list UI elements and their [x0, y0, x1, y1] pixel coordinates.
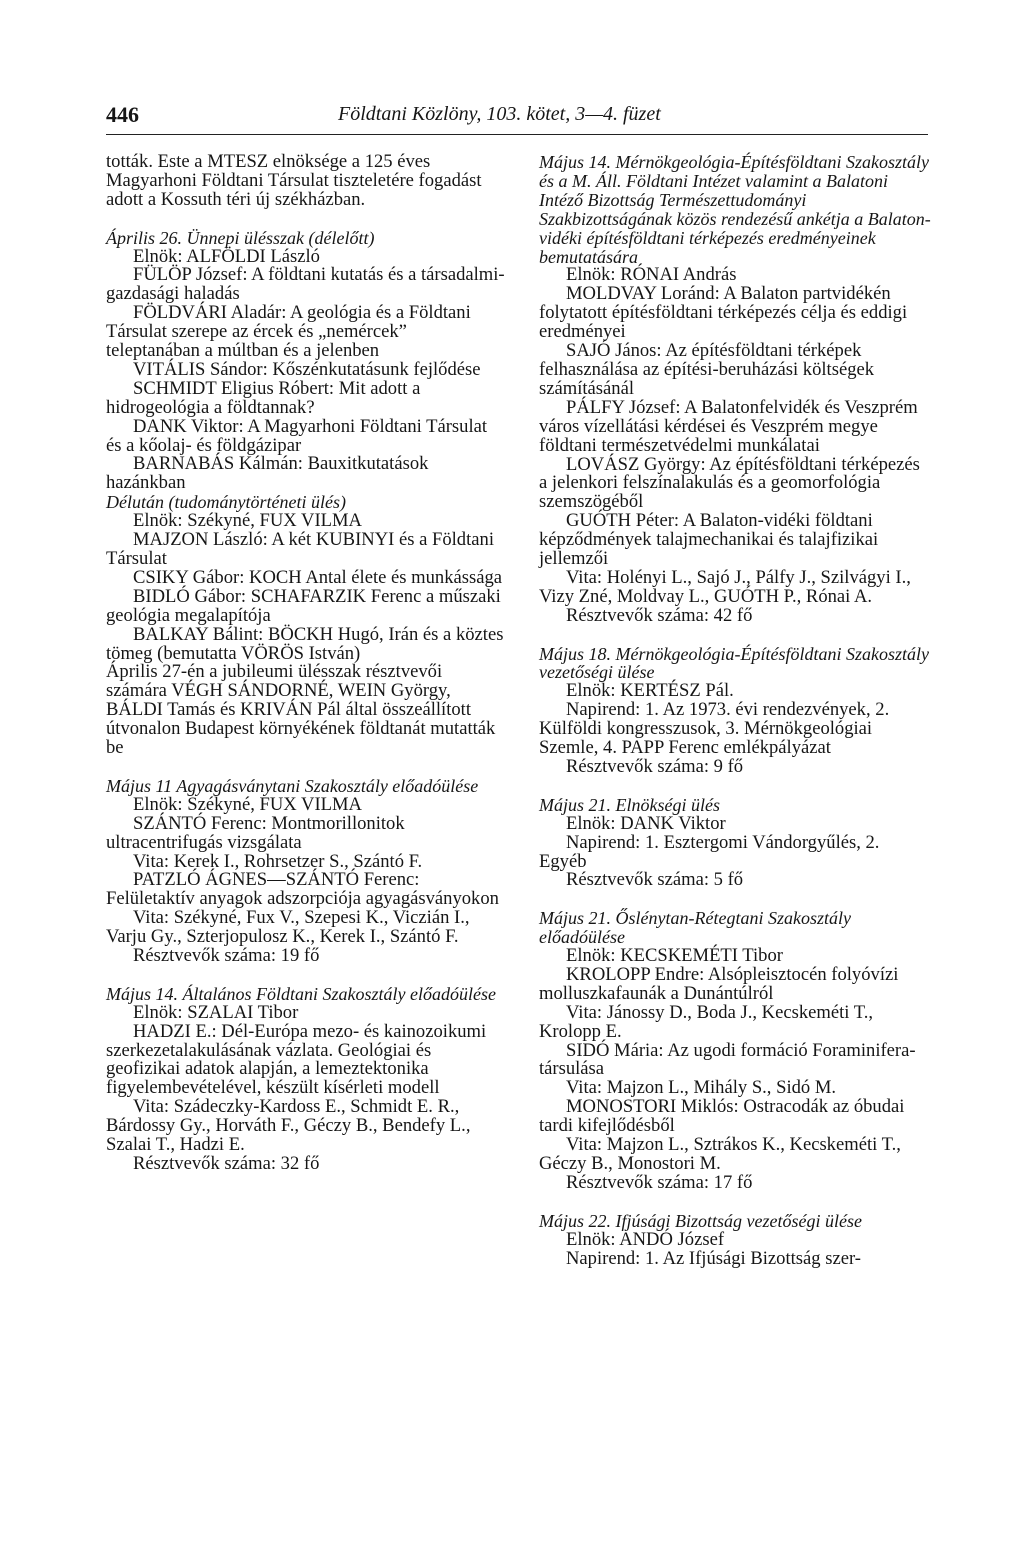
paragraph: Elnök: KERTÉSZ Pál.	[566, 680, 734, 702]
paragraph: VITÁLIS Sándor: Kőszénkutatásunk fejlődése	[133, 358, 481, 380]
paragraph: LOVÁSZ György: Az építésföldtani térképezés a jelenkori felszínalakulás és a geomorfológia szemszögéből	[539, 453, 920, 513]
paragraph: Napirend: 1. Az Ifjúsági Bizottság szer-	[566, 1247, 861, 1269]
paragraph: SZÁNTÓ Ferenc: Montmorillonitok ultracentrifugás vizsgálata	[106, 812, 405, 853]
paragraph: Résztvevők száma: 19 fő	[133, 945, 320, 967]
section-heading: Május 11 Agyagásványtani Szakosztály előadóülése	[106, 775, 479, 796]
paragraph: CSIKY Gábor: KOCH Antal élete és munkássága	[133, 566, 503, 588]
paragraph: Résztvevők száma: 17 fő	[566, 1171, 753, 1193]
section-heading: Május 18. Mérnökgeológia-Építésföldtani Szakosztály vezetőségi ülése	[539, 643, 929, 683]
paragraph: Vita: Székyné, Fux V., Szepesi K., Viczián I., Varju Gy., Szterjopulosz K., Kerek I., Szántó F.	[106, 907, 470, 948]
paragraph: Elnök: ANDÓ József	[566, 1228, 725, 1250]
paragraph: Elnök: KECSKEMÉTI Tibor	[566, 945, 783, 967]
section-gap	[539, 890, 931, 909]
paragraph: Elnök: Székyné, FUX VILMA	[133, 793, 362, 815]
paragraph: Résztvevők száma: 5 fő	[566, 869, 744, 891]
section-gap	[539, 777, 931, 796]
paragraph: Vita: Holényi L., Sajó J., Pálfy J., Szilvágyi I., Vizy Zné, Moldvay L., GUÓTH P., Rónai A.	[539, 566, 911, 607]
paragraph: FÜLÖP József: A földtani kutatás és a társadalmi-gazdasági haladás	[106, 264, 505, 305]
paragraph: Elnök: SZALAI Tibor	[133, 1001, 299, 1023]
paragraph: HADZI E.: Dél-Európa mezo- és kainozoikumi szerkezetalakulásának vázlata. Geológiai és geofizikai adatok alapján, a lemeztektonika figyelembevételével, készült kísérleti modell	[106, 1020, 487, 1099]
paragraph: Napirend: 1. Az 1973. évi rendezvények, 2. Külföldi kongresszusok, 3. Mérnökgeológiai Szemle, 4. PAPP Ferenc emlékpályázat	[539, 699, 890, 759]
paragraph: MAJZON László: A két KUBINYI és a Földtani Társulat	[106, 529, 494, 570]
page-header	[106, 100, 928, 135]
paragraph: Napirend: 1. Esztergomi Vándorgyűlés, 2. Egyéb	[539, 831, 880, 872]
paragraph: Résztvevők száma: 32 fő	[133, 1152, 320, 1174]
section-heading: Május 14. Mérnökgeológia-Építésföldtani Szakosztály és a M. Áll. Földtani Intézet valamint a Balatoni Intéző Bizottság Természettudományi Szakbizottságának közös rendezésű ankétja a Balaton-vidéki építésföldtani térképezés eredményeinek bemutatására	[539, 152, 931, 267]
paragraph: Elnök: Székyné, FUX VILMA	[133, 510, 362, 532]
paragraph: Vita: Jánossy D., Boda J., Kecskeméti T., Krolopp E.	[539, 1001, 874, 1042]
section-gap	[106, 966, 505, 985]
paragraph: KROLOPP Endre: Alsópleisztocén folyóvízi molluszkafaunák a Dunántúlról	[539, 963, 899, 1004]
paragraph: FÖLDVÁRI Aladár: A geológia és a Földtani Társulat szerepe az ércek és „nemércek” teleptanában a múltban és a jelenben	[106, 302, 471, 362]
section-heading: Május 22. Ifjúsági Bizottság vezetőségi ülése	[539, 1210, 862, 1231]
section-gap	[106, 758, 505, 777]
paragraph: Április 27-én a jubileumi ülésszak résztvevői számára VÉGH SÁNDORNÉ, WEIN György, BÁLDI Tamás és KRIVÁN Pál által összeállított útvonalon Budapest környékének földtanát mutatták be	[106, 661, 496, 759]
section-heading: Délután (tudománytörténeti ülés)	[106, 492, 346, 513]
running-title: Földtani Közlöny, 103. kötet, 3—4. füzet	[338, 103, 661, 125]
paragraph: Vita: Szádeczky-Kardoss E., Schmidt E. R., Bárdossy Gy., Horváth F., Géczy B., Bendefy L., Szalai T., Hadzi E.	[106, 1096, 471, 1156]
paragraph: PATZLÓ ÁGNES—SZÁNTÓ Ferenc: Felületaktív anyagok adszorpciója agyagásványokon	[106, 869, 499, 910]
paragraph: MONOSTORI Miklós: Ostracodák az óbudai tardi kifejlődésből	[539, 1096, 905, 1137]
paragraph: Vita: Majzon L., Sztrákos K., Kecskeméti T., Géczy B., Monostori M.	[539, 1134, 901, 1174]
paragraph: Vita: Kerek I., Rohrsetzer S., Szántó F.	[133, 850, 423, 872]
section-gap	[539, 1193, 931, 1212]
section-gap	[539, 626, 931, 645]
section-heading: Május 14. Általános Földtani Szakosztály előadóülése	[106, 983, 496, 1004]
left-column	[106, 153, 505, 1174]
paragraph: Elnök: RÓNAI András	[566, 264, 737, 286]
paragraph: MOLDVAY Loránd: A Balaton partvidékén folytatott építésföldtani térképezés célja és eddigi eredményei	[539, 283, 908, 343]
paragraph: PÁLFY József: A Balatonfelvidék és Veszprém város vízellátási kérdései és Veszprém megye földtani természetvédelmi munkálatai	[539, 396, 918, 456]
page-number: 446	[106, 102, 139, 127]
section-gap	[106, 210, 505, 229]
paragraph: BIDLÓ Gábor: SCHAFARZIK Ferenc a műszaki geológia megalapítója	[106, 585, 501, 626]
paragraph: DANK Viktor: A Magyarhoni Földtani Társulat és a kőolaj- és földgázipar	[106, 415, 488, 456]
paragraph: SIDÓ Mária: Az ugodi formáció Foraminifera-társulása	[539, 1039, 916, 1080]
paragraph: tották. Este a MTESZ elnöksége a 125 éves Magyarhoni Földtani Társulat tiszteletére fogadást adott a Kossuth téri új székházban.	[106, 151, 482, 210]
right-column	[539, 153, 931, 1268]
paragraph: Résztvevők száma: 9 fő	[566, 755, 744, 777]
section-heading: Május 21. Őslénytan-Rétegtani Szakosztály előadóülése	[539, 908, 851, 948]
section-heading: Május 21. Elnökségi ülés	[539, 794, 720, 815]
paragraph: Elnök: ALFÖLDI László	[133, 245, 320, 267]
section-heading: Április 26. Ünnepi ülésszak (délelőtt)	[106, 227, 375, 248]
paragraph: GUÓTH Péter: A Balaton-vidéki földtani képződmények talajmechanikai és talajfizikai jellemzői	[539, 510, 879, 570]
paragraph: Vita: Majzon L., Mihály S., Sidó M.	[566, 1077, 837, 1099]
paragraph: Elnök: DANK Viktor	[566, 812, 726, 834]
paragraph: SAJÓ János: Az építésföldtani térképek felhasználása az építési-beruházási költségek számításánál	[539, 340, 875, 399]
paragraph: SCHMIDT Eligius Róbert: Mit adott a hidrogeológia a földtannak?	[106, 377, 421, 418]
paragraph: BARNABÁS Kálmán: Bauxitkutatások hazánkban	[106, 453, 429, 494]
paragraph: Résztvevők száma: 42 fő	[566, 604, 753, 626]
paragraph: BALKAY Bálint: BÖCKH Hugó, Irán és a köztes tömeg (bemutatta VÖRÖS István)	[106, 623, 504, 664]
